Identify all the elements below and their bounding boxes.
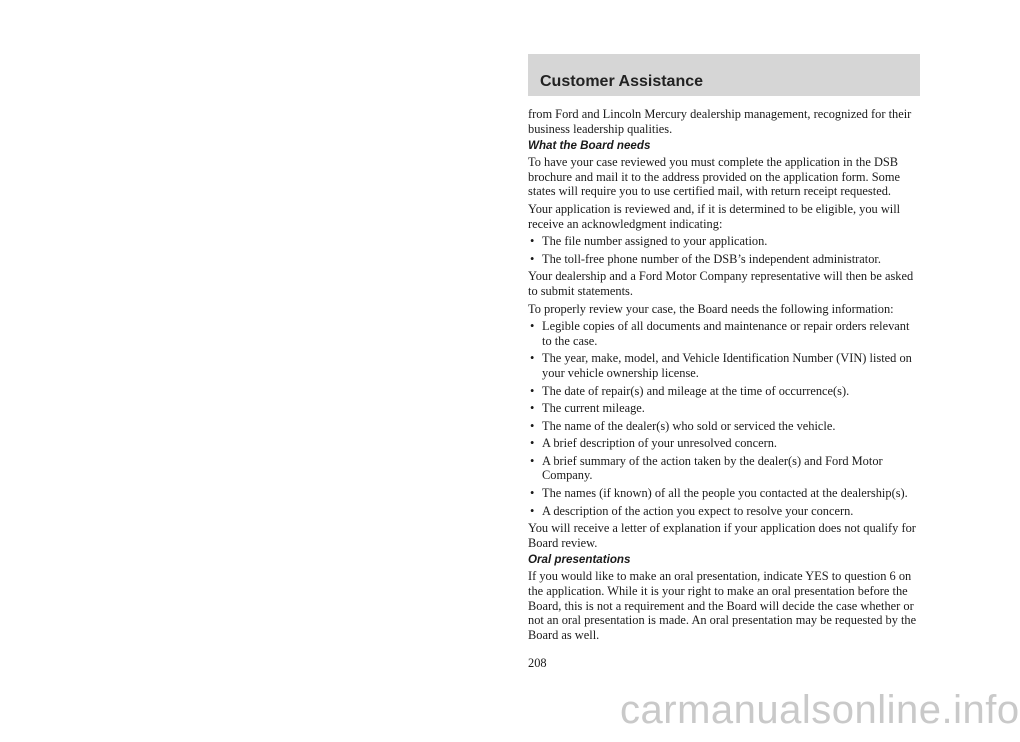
- acknowledgment-list: [528, 234, 920, 266]
- list-item: • A brief description of your unresolved concern.: [528, 436, 920, 451]
- list-item: • The file number assigned to your application.: [528, 234, 920, 249]
- page-number: 208: [528, 656, 547, 670]
- subheading-oral-presentations: Oral presentations: [528, 553, 631, 567]
- paragraph: Your dealership and a Ford Motor Company representative will then be asked to submit statements.: [528, 269, 914, 298]
- list-item: • The name of the dealer(s) who sold or serviced the vehicle.: [528, 419, 920, 434]
- paragraph: Your application is reviewed and, if it is determined to be eligible, you will receive an acknowledgment indicating:: [528, 201, 901, 231]
- section-header-band: [528, 54, 920, 96]
- list-item: • A brief summary of the action taken by the dealer(s) and Ford Motor Company.: [528, 454, 920, 483]
- list-item: • The year, make, model, and Vehicle Identification Number (VIN) listed on your vehicle ownership license.: [528, 351, 920, 380]
- page-content: [528, 107, 920, 645]
- list-item: • Legible copies of all documents and maintenance or repair orders relevant to the case.: [528, 319, 920, 348]
- list-item: • The date of repair(s) and mileage at the time of occurrence(s).: [528, 384, 920, 399]
- list-item: • The names (if known) of all the people you contacted at the dealership(s).: [528, 486, 920, 501]
- list-item: • A description of the action you expect to resolve your concern.: [528, 504, 920, 519]
- intro-paragraph: from Ford and Lincoln Mercury dealership management, recognized for their business leadership qualities.: [528, 107, 912, 136]
- watermark-logo: carmanualsonline.info: [620, 688, 1020, 732]
- list-item: • The current mileage.: [528, 401, 920, 416]
- paragraph: If you would like to make an oral presentation, indicate YES to question 6 on the application. While it is your right to make an oral presentation before the Board, this is not a requirement and the Board will decide the case whether or not an oral presentation is made. An oral presentation may be requested by the Board as well.: [528, 569, 917, 642]
- section-title: Customer Assistance: [540, 73, 704, 90]
- list-item: • The toll-free phone number of the DSB’s independent administrator.: [528, 252, 920, 267]
- required-information-list: [528, 319, 920, 518]
- subheading-what-board-needs: What the Board needs: [528, 139, 651, 153]
- paragraph: To have your case reviewed you must complete the application in the DSB brochure and mail it to the address provided on the application form. Some states will require you to use certified mail, with return receipt requested.: [528, 155, 900, 199]
- paragraph: To properly review your case, the Board needs the following information:: [528, 301, 894, 316]
- paragraph: You will receive a letter of explanation if your application does not qualify for Board review.: [528, 521, 916, 550]
